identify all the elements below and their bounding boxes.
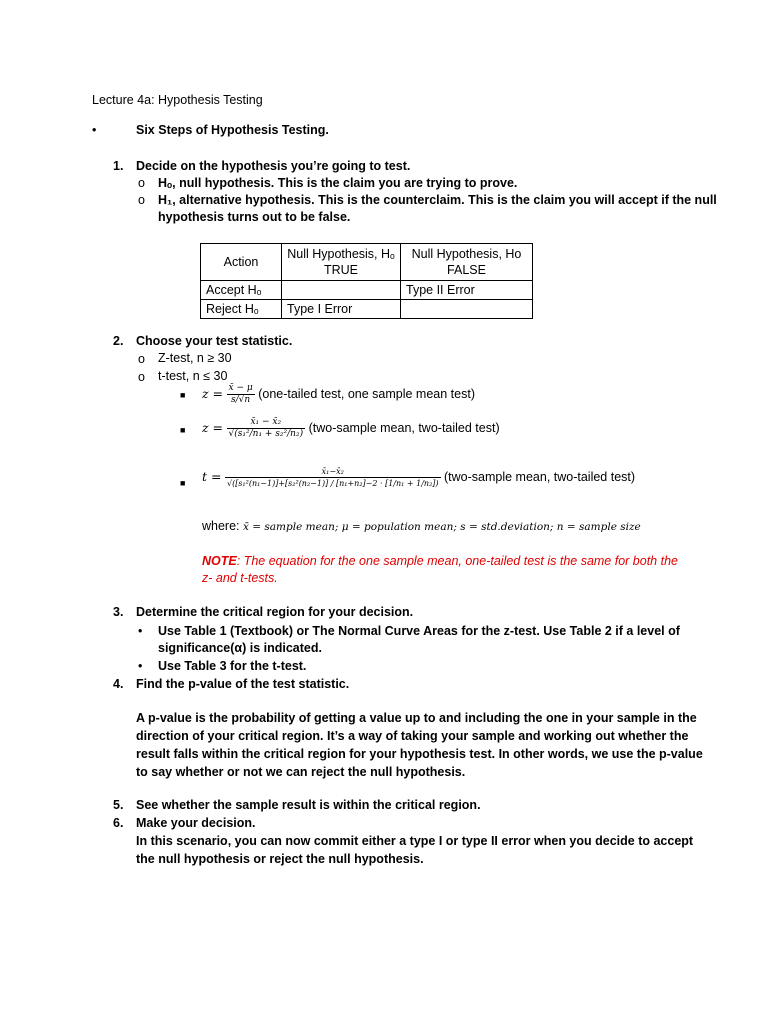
fraction-numerator: x̄₁−x̄₂ <box>225 466 441 478</box>
fraction <box>227 417 306 440</box>
step-1-text: Decide on the hypothesis you’re going to test. <box>136 159 411 173</box>
table-cell <box>401 300 533 319</box>
step-6-number: 6. <box>113 816 124 830</box>
header-action: Action <box>201 244 282 281</box>
where-definitions: x̄ = sample mean; μ = population mean; s = std.deviation; n = sample size <box>243 521 641 533</box>
formula-t-two-sample <box>202 466 635 489</box>
step-2-text: Choose your test statistic. <box>136 334 293 348</box>
step-1-number: 1. <box>113 159 124 173</box>
formula-note: (two-sample mean, two-tailed test) <box>308 420 500 435</box>
p-value-paragraph-line: direction of your critical region. It’s a way of taking your sample and working out whether the <box>136 729 689 743</box>
fraction-denominator: √(s₁²/n₁ + s₂²/n₂) <box>228 429 304 439</box>
fraction-denominator: s/√n <box>231 395 251 405</box>
note-text: : The equation for the one sample mean, one-tailed test is the same for both the <box>236 554 678 568</box>
step-1-sub-2: H₁, alternative hypothesis. This is the counterclaim. This is the claim you will accept if the null <box>158 193 717 207</box>
table-cell <box>282 281 401 300</box>
step-3-text: Determine the critical region for your decision. <box>136 605 414 619</box>
step-4-number: 4. <box>113 677 124 691</box>
step-6-text: Make your decision. <box>136 816 256 830</box>
formula-note: (two-sample mean, two-tailed test) <box>444 469 636 484</box>
table-cell: Type I Error <box>282 300 401 319</box>
sub-bullet-glyph: o <box>138 370 145 384</box>
p-value-paragraph-line: to say whether or not we can reject the null hypothesis. <box>136 765 466 779</box>
note-line-1 <box>202 554 678 568</box>
header-null-true <box>282 244 401 281</box>
bullet-glyph: • <box>92 123 97 137</box>
step-1-sub-1: Hₒ, null hypothesis. This is the claim you are trying to prove. <box>158 176 518 190</box>
step-4-text: Find the p-value of the test statistic. <box>136 677 350 691</box>
formula-lhs: z = <box>202 385 224 401</box>
step-2-number: 2. <box>113 334 124 348</box>
step-6-line: In this scenario, you can now commit either a type I or type II error when you decide to accept <box>136 834 694 848</box>
section-heading: Six Steps of Hypothesis Testing. <box>136 123 329 137</box>
z-test-condition: Z-test, n ≥ 30 <box>158 351 232 365</box>
step-3-bullet-1: Use Table 1 (Textbook) or The Normal Curve Areas for the z-test. Use Table 2 if a level of <box>158 624 680 638</box>
sub-bullet-glyph: o <box>138 193 145 207</box>
step-1-sub-2-cont: hypothesis turns out to be false. <box>158 210 351 224</box>
p-value-paragraph-line: A p-value is the probability of getting a value up to and including the one in your sample in the <box>136 711 697 725</box>
table-cell: Type II Error <box>401 281 533 300</box>
step-5-number: 5. <box>113 798 124 812</box>
where-label: where: <box>202 519 240 533</box>
p-value-paragraph-line: result falls within the critical region for your hypothesis test. In other words, we use the p-value <box>136 747 703 761</box>
where-line <box>202 519 641 533</box>
header-null-false-line2: FALSE <box>447 263 486 277</box>
table-header-row <box>201 244 533 281</box>
formula-lhs: t = <box>202 468 222 484</box>
sub-bullet-glyph: o <box>138 352 145 366</box>
t-test-condition: t-test, n ≤ 30 <box>158 369 228 383</box>
table-row <box>201 300 533 319</box>
header-null-false <box>401 244 533 281</box>
table-cell: Accept Hₒ <box>201 281 282 300</box>
formula-z-one-sample <box>202 383 475 406</box>
formula-z-two-sample <box>202 417 500 440</box>
note-label: NOTE <box>202 554 237 568</box>
square-bullet-glyph: ■ <box>180 478 186 488</box>
header-null-true-line1: Null Hypothesis, Hₒ <box>287 247 395 261</box>
square-bullet-glyph: ■ <box>180 390 186 400</box>
step-3-number: 3. <box>113 605 124 619</box>
note-line-2: z- and t-tests. <box>202 571 278 585</box>
bullet-glyph: • <box>138 659 143 673</box>
step-6-line: the null hypothesis or reject the null hypothesis. <box>136 852 424 866</box>
step-3-bullet-2: Use Table 3 for the t-test. <box>158 659 307 673</box>
bullet-glyph: • <box>138 624 143 638</box>
fraction <box>227 383 255 406</box>
fraction <box>225 466 441 489</box>
formula-lhs: z = <box>202 419 224 435</box>
document-title: Lecture 4a: Hypothesis Testing <box>92 93 263 107</box>
header-null-true-line2: TRUE <box>323 263 359 277</box>
square-bullet-glyph: ■ <box>180 425 186 435</box>
header-null-false-line1: Null Hypothesis, Ho <box>411 247 522 261</box>
sub-bullet-glyph: o <box>138 176 145 190</box>
formula-note: (one-tailed test, one sample mean test) <box>258 386 475 401</box>
fraction-denominator: √([s₁²(n₁−1)]+[s₂²(n₂−1)] / [n₁+n₂]−2 · [1/n₁ + 1/n₂]) <box>226 479 439 488</box>
table-cell: Reject Hₒ <box>201 300 282 319</box>
step-3-bullet-1-cont: significance(α) is indicated. <box>158 641 322 655</box>
fraction-numerator: x̄ − μ <box>228 383 253 393</box>
hypothesis-table <box>200 243 533 319</box>
table-row <box>201 281 533 300</box>
step-5-text: See whether the sample result is within the critical region. <box>136 798 481 812</box>
fraction-numerator: x̄₁ − x̄₂ <box>227 417 306 429</box>
